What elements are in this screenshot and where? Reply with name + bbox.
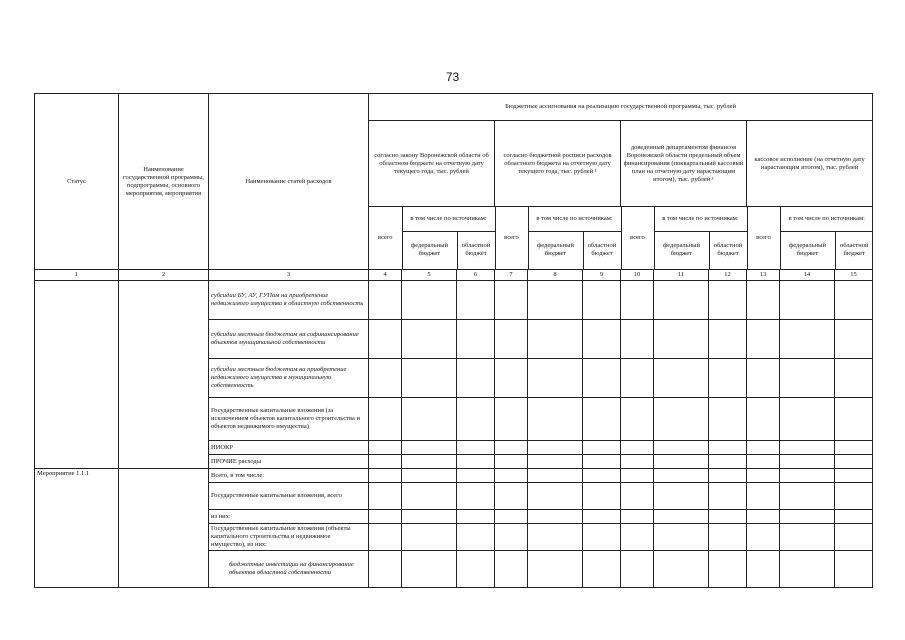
col-num: 1 <box>35 270 119 281</box>
table-cell-empty <box>709 441 747 455</box>
table-cell-empty <box>654 510 709 524</box>
expense-item: НИОКР <box>209 441 369 455</box>
table-cell-empty <box>369 483 402 510</box>
table-cell-empty <box>654 455 709 469</box>
col-num: 13 <box>747 270 780 281</box>
table-cell-empty <box>747 524 780 551</box>
table-cell-empty <box>457 359 495 398</box>
table-cell-empty <box>709 469 747 483</box>
col-num: 11 <box>654 270 709 281</box>
regional-2: областной бюджет <box>583 231 621 269</box>
col-num: 4 <box>369 270 402 281</box>
header-group-limit: доведенный департаментом финансов Воронежской области предельный объем финансирования (поквартальный кассовый план на отчетную дату нарастающим итогом), тыс. рублей ¹ <box>621 121 747 207</box>
table-cell-empty <box>528 320 583 359</box>
table-cell-empty <box>457 320 495 359</box>
table-cell-empty <box>457 510 495 524</box>
table-cell-empty <box>583 510 621 524</box>
table-cell-empty <box>528 441 583 455</box>
table-cell-empty <box>369 398 402 441</box>
table-cell-empty <box>583 455 621 469</box>
table-cell-empty <box>780 510 835 524</box>
table-cell-empty <box>369 320 402 359</box>
table-cell-empty <box>495 281 528 320</box>
table-cell-empty <box>747 469 780 483</box>
table-cell-empty <box>495 469 528 483</box>
table-cell-empty <box>747 281 780 320</box>
vsego-2: всего <box>495 207 528 269</box>
table-cell-empty <box>457 469 495 483</box>
col-num: 8 <box>528 270 583 281</box>
by-source-4: в том числе по источникам: <box>780 207 873 231</box>
header-group-schedule: согласно бюджетной росписи расходов областного бюджета на отчетную дату текущего года, тыс. рублей ¹ <box>495 121 621 207</box>
table-cell-empty <box>621 483 654 510</box>
table-cell-empty <box>780 551 835 588</box>
page-number: 73 <box>445 70 460 84</box>
table-cell-empty <box>621 524 654 551</box>
col-num: 14 <box>780 270 835 281</box>
table-cell-empty <box>528 281 583 320</box>
expense-item: ПРОЧИЕ расходы <box>209 455 369 469</box>
table-cell-empty <box>369 359 402 398</box>
table-cell-empty <box>780 483 835 510</box>
table-cell-empty <box>457 524 495 551</box>
table-cell-empty <box>495 551 528 588</box>
table-cell-empty <box>835 551 873 588</box>
table-cell-empty <box>495 510 528 524</box>
table-cell-empty <box>583 281 621 320</box>
table-cell-empty <box>835 281 873 320</box>
table-cell-empty <box>780 524 835 551</box>
expense-item: Государственные капитальные вложения (за исключением объектов капитального строительства и объектов недвижимого имущества) <box>209 398 369 441</box>
table-cell-empty <box>709 398 747 441</box>
table-cell-empty <box>495 398 528 441</box>
table-cell-empty <box>528 524 583 551</box>
table-cell-empty <box>528 455 583 469</box>
regional-4: областной бюджет <box>835 231 873 269</box>
table-cell-empty <box>654 483 709 510</box>
table-cell-empty <box>402 398 457 441</box>
table-cell-empty <box>528 483 583 510</box>
table-cell-empty <box>402 551 457 588</box>
column-number-row <box>35 270 873 281</box>
table-cell-empty <box>495 524 528 551</box>
by-source-2: в том числе по источникам: <box>528 207 621 231</box>
name-cell-blank <box>119 469 209 588</box>
table-cell-empty <box>583 398 621 441</box>
table-cell-empty <box>457 281 495 320</box>
table-cell-empty <box>495 483 528 510</box>
table-cell-empty <box>709 510 747 524</box>
table-cell-empty <box>495 455 528 469</box>
table-cell-empty <box>709 551 747 588</box>
regional-1: областной бюджет <box>457 231 495 269</box>
table-cell-empty <box>621 320 654 359</box>
table-cell-empty <box>780 398 835 441</box>
table-cell-empty <box>654 320 709 359</box>
table-cell-empty <box>835 524 873 551</box>
table-cell-empty <box>621 398 654 441</box>
table-cell-empty <box>747 483 780 510</box>
table-cell-empty <box>654 441 709 455</box>
col-num: 15 <box>835 270 873 281</box>
federal-4: федеральный бюджет <box>780 231 835 269</box>
table-cell-empty <box>621 551 654 588</box>
header-budget: Бюджетные ассигнования на реализацию государственной программы, тыс. рублей <box>369 94 873 121</box>
table-cell-empty <box>780 359 835 398</box>
table-cell-empty <box>747 320 780 359</box>
table-cell-empty <box>654 398 709 441</box>
table-row <box>35 281 873 320</box>
table-cell-empty <box>402 320 457 359</box>
event-label: Мероприятие 1.1.1 <box>35 469 119 588</box>
table-cell-empty <box>835 359 873 398</box>
table-cell-empty <box>457 483 495 510</box>
table-cell-empty <box>402 524 457 551</box>
table-cell-empty <box>495 320 528 359</box>
table-cell-empty <box>747 510 780 524</box>
header-row-1 <box>35 94 873 121</box>
table-cell-empty <box>709 483 747 510</box>
table-cell-empty <box>583 551 621 588</box>
col-num: 12 <box>709 270 747 281</box>
table-cell-empty <box>835 469 873 483</box>
table-cell-empty <box>369 207 873 270</box>
col-num: 9 <box>583 270 621 281</box>
table-cell-empty <box>402 441 457 455</box>
federal-3: федеральный бюджет <box>654 231 709 269</box>
table-cell-empty <box>621 510 654 524</box>
table-cell-empty <box>780 281 835 320</box>
table-cell-empty <box>583 524 621 551</box>
table-cell-empty <box>780 469 835 483</box>
table-cell-empty <box>780 320 835 359</box>
table-cell-empty <box>709 455 747 469</box>
table-row <box>35 469 873 483</box>
table-cell-empty <box>528 359 583 398</box>
header-group-cash: кассовое исполнение (на отчетную дату нарастающим итогом), тыс. рублей <box>747 121 873 207</box>
table-cell-empty <box>528 510 583 524</box>
table-cell-empty <box>495 441 528 455</box>
table-cell-empty <box>402 359 457 398</box>
col-num: 6 <box>457 270 495 281</box>
table-cell-empty <box>709 281 747 320</box>
table-cell-empty <box>654 359 709 398</box>
table-cell-empty <box>654 281 709 320</box>
header-expense-name: Наименование статей расходов <box>209 94 369 270</box>
regional-3: областной бюджет <box>709 231 747 269</box>
table-cell-empty <box>457 551 495 588</box>
table-cell-empty <box>709 359 747 398</box>
table-cell-empty <box>621 281 654 320</box>
table-cell-empty <box>654 551 709 588</box>
table-cell-empty <box>369 469 402 483</box>
table-cell-empty <box>495 359 528 398</box>
table-cell-empty <box>835 441 873 455</box>
table-cell-empty <box>621 455 654 469</box>
table-cell-empty <box>402 281 457 320</box>
table-cell-empty <box>621 359 654 398</box>
name-cell-blank <box>119 281 209 469</box>
table-cell-empty <box>747 441 780 455</box>
expense-item: субсидии БУ, АУ, ГУПам на приобретение недвижимого имущества в областную собственность <box>209 281 369 320</box>
table-cell-empty <box>621 441 654 455</box>
table-cell-empty <box>654 524 709 551</box>
table-cell-empty <box>709 524 747 551</box>
table-cell-empty <box>835 510 873 524</box>
table-cell-empty <box>369 510 402 524</box>
table-cell-empty <box>369 524 402 551</box>
expense-item: субсидии местным бюджетам на софинансирование объектов муниципальной собственности <box>209 320 369 359</box>
header-group-law: согласно закону Воронежской области об областном бюджете на отчетную дату текущего года, тыс. рублей <box>369 121 495 207</box>
col-num: 5 <box>402 270 457 281</box>
expense-item: Государственные капитальные вложения, всего <box>209 483 369 510</box>
table-cell-empty <box>583 320 621 359</box>
table-cell-empty <box>780 441 835 455</box>
expense-item: субсидии местным бюджетам на приобретение недвижимого имущества в муниципальную собственность <box>209 359 369 398</box>
table-cell-empty <box>747 455 780 469</box>
table-cell-empty <box>747 398 780 441</box>
table-cell-empty <box>402 510 457 524</box>
table-cell-empty <box>369 551 402 588</box>
table-cell-empty <box>621 469 654 483</box>
table-cell-empty <box>835 455 873 469</box>
expense-item: Всего, в том числе: <box>209 469 369 483</box>
expense-item: из них: <box>209 510 369 524</box>
federal-2: федеральный бюджет <box>528 231 583 269</box>
status-cell-blank <box>35 281 119 469</box>
table-cell-empty <box>583 359 621 398</box>
table-cell-empty <box>583 469 621 483</box>
table-cell-empty <box>369 455 402 469</box>
table-cell-empty <box>457 398 495 441</box>
col-num: 7 <box>495 270 528 281</box>
table-cell-empty <box>402 455 457 469</box>
table-cell-empty <box>402 469 457 483</box>
subheader-grid <box>369 207 873 269</box>
table-cell-empty <box>369 441 402 455</box>
table-cell-empty <box>747 359 780 398</box>
header-status: Статус <box>35 94 119 270</box>
table-cell-empty <box>369 281 402 320</box>
expense-item: Государственные капитальные вложения (объекты капитального строительства и недвижимое имущество), из них: <box>209 524 369 551</box>
by-source-3: в том числе по источникам: <box>654 207 747 231</box>
table-cell-empty <box>835 483 873 510</box>
federal-1: федеральный бюджет <box>402 231 457 269</box>
by-source-1: в том числе по источникам: <box>402 207 495 231</box>
table-cell-empty <box>528 398 583 441</box>
table-cell-empty <box>402 483 457 510</box>
col-num: 10 <box>621 270 654 281</box>
table-cell-empty <box>747 551 780 588</box>
vsego-1: всего <box>369 207 402 269</box>
table-cell-empty <box>583 483 621 510</box>
table-cell-empty <box>457 455 495 469</box>
table-cell-empty <box>583 441 621 455</box>
table-cell-empty <box>835 320 873 359</box>
table-cell-empty <box>528 551 583 588</box>
header-program-name: Наименование государственной программы, подпрограммы, основного мероприятия, мероприятия <box>119 94 209 270</box>
table-cell-empty <box>654 469 709 483</box>
vsego-4: всего <box>747 207 780 269</box>
col-num: 2 <box>119 270 209 281</box>
col-num: 3 <box>209 270 369 281</box>
table-cell-empty <box>457 441 495 455</box>
table-cell-empty <box>835 398 873 441</box>
expense-item: бюджетные инвестиции на финансирование объектов областной собственности <box>209 551 369 588</box>
table-cell-empty <box>780 455 835 469</box>
vsego-3: всего <box>621 207 654 269</box>
table-cell-empty <box>528 469 583 483</box>
table-cell-empty <box>709 320 747 359</box>
budget-table <box>34 93 873 588</box>
